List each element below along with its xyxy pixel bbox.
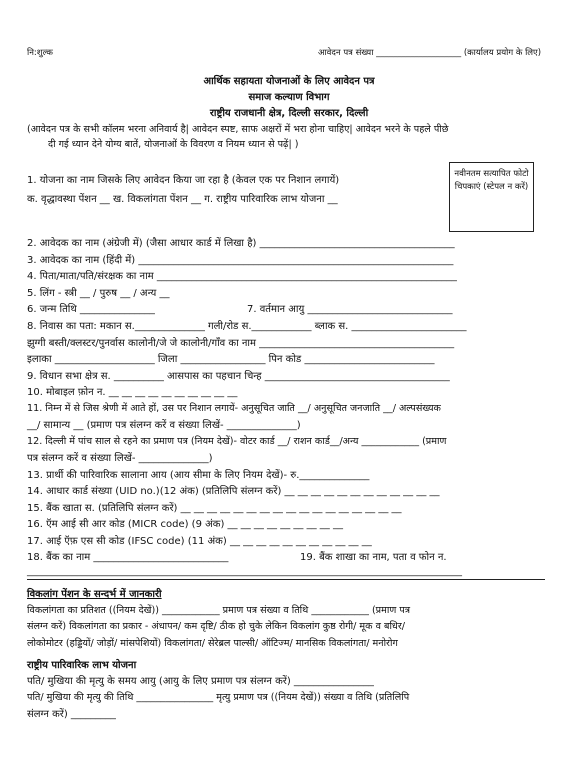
- field-7-age[interactable]: 7. वर्तमान आयु _____________________________: [247, 304, 453, 315]
- field-5-gender[interactable]: 5. लिंग - स्त्री __ / पुरुष __ / अन्य __: [27, 288, 170, 299]
- disability-heading: विकलांग पेंशन के सन्दर्भ में जानकारी: [27, 589, 162, 600]
- disability-line-1[interactable]: विकलांगता का प्रतिशत ((नियम देखें)) ____________ प्रमाण पत्र संख्या व तिथि ____________ (प्रमाण पत्र: [27, 605, 411, 616]
- field-9-constituency[interactable]: 9. विधान सभा क्षेत्र स. __________ आसपास का पहचान चिन्ह _____________________________________: [27, 371, 450, 382]
- field-4-guardian-name[interactable]: 4. पिता/माता/पति/संरक्षक का नाम ____________________________________________________________: [27, 271, 457, 282]
- field-11-category[interactable]: 11. निम्न में से जिस श्रेणी में आते हों, उस पर निशान लगायें- अनुसूचित जाति __/ अनुसूचित जनजाति __/ अल्पसंख्यक: [27, 403, 441, 414]
- field-10-mobile[interactable]: 10. मोबाइल फ़ोन न. __ __ __ __ __ __ __ __ __ __: [27, 387, 238, 398]
- field-13-income[interactable]: 13. प्रार्थी की पारिवारिक सालाना आय (आय सीमा के लिए नियम देखें)- रु.______________: [27, 470, 370, 481]
- field-1-scheme: 1. योजना का नाम जिसके लिए आवेदन किया जा रहा है (केवल एक पर निशान लगायें): [27, 175, 340, 186]
- disability-line-3: लोकोमोटर (हड्डियों/ जोड़ों/ मांसपेशियों) विकलांगता/ सेरेब्रल पाल्सी/ ऑटिज्म/ मानसिक विकलांगता/ मनोरोग: [27, 638, 398, 649]
- field-8-area[interactable]: इलाका ____________________ जिला _________________ पिन कोड __________________________: [27, 354, 435, 365]
- field-12-residence-proof-cont[interactable]: पत्र संलग्न करें व संख्या लिखें- ______________): [27, 453, 213, 464]
- field-2-name-english[interactable]: 2. आवेदक का नाम (अंग्रेजी में) (जैसा आधार कार्ड में लिखा है) _______________________________________: [27, 238, 455, 249]
- instructions-line-1: (आवेदन पत्र के सभी कॉलम भरना अनिवार्य है| आवेदन स्पष्ट, साफ अक्षरों में भरा होना चाहिए| आवेदन भरने के पहले पीछे: [27, 124, 449, 135]
- fee-label: नि:शुल्क: [27, 48, 53, 58]
- family-benefit-line-1[interactable]: पति/ मुखिया की मृत्यु के समय आयु (आयु के लिए प्रमाण पत्र संलग्न करें) ________________: [27, 676, 374, 687]
- field-11-category-cont[interactable]: __/ सामान्य __ (प्रमाण पत्र संलग्न करें व संख्या लिखें- ______________): [27, 420, 301, 431]
- field-1-options[interactable]: क. वृद्धावस्था पेंशन __ ख. विकलांगता पेंशन __ ग. राष्ट्रीय पारिवारिक लाभ योजना __: [27, 194, 338, 205]
- application-number-field[interactable]: आवेदन पत्र संख्या ____________________ (कार्यालय प्रयोग के लिए): [318, 48, 542, 58]
- department-name: समाज कल्याण विभाग: [248, 92, 330, 103]
- field-8-colony[interactable]: झुग्गी बस्ती/क्लस्टर/पुनर्वास कालोनी/जे जे कालोनी/गाँव का नाम _______________________________________: [27, 338, 455, 349]
- field-8-address[interactable]: 8. निवास का पता: मकान स.______________ गली/रोड स.____________ ब्लाक स. _______________________: [27, 321, 467, 332]
- field-15-bank-account[interactable]: 15. बैंक खाता स. (प्रतिलिपि संलग्न करें) __ __ __ __ __ __ __ __ __ __ __ __ __ __ __ __ __: [27, 503, 402, 514]
- family-benefit-line-3[interactable]: संलग्न करें) _________: [27, 709, 116, 720]
- field-12-residence-proof[interactable]: 12. दिल्ली में पांच साल से रहने का प्रमाण पत्र (नियम देखें)- वोटर कार्ड __/ राशन कार्ड__/अन्य ____________ (प्रमाण: [27, 436, 447, 447]
- field-19-branch-line[interactable]: _______________________________________________________________________________________: [27, 566, 462, 577]
- section-divider: [27, 579, 545, 580]
- field-16-micr[interactable]: 16. ऍम आई सी आर कोड (MICR code) (9 अंक) __ __ __ __ __ __ __ __ __: [27, 519, 343, 530]
- field-14-aadhaar[interactable]: 14. आधार कार्ड संख्या (UID no.)(12 अंक) (प्रतिलिपि संलग्न करें) __ __ __ __ __ __ __ __ __ __ __ __: [27, 486, 440, 497]
- field-18-bank-name[interactable]: 18. बैंक का नाम ___________________________: [27, 552, 229, 563]
- family-benefit-heading: राष्ट्रीय पारिवारिक लाभ योजना: [27, 660, 137, 671]
- form-title: आर्थिक सहायता योजनाओं के लिए आवेदन पत्र: [203, 76, 375, 87]
- field-17-ifsc[interactable]: 17. आई ऍफ़ एस सी कोड (IFSC code) (11 अंक) __ __ __ __ __ __ __ __ __ __ __: [27, 536, 372, 547]
- field-19-branch: 19. बैंक शाखा का नाम, पता व फोन न.: [300, 552, 447, 563]
- disability-line-2[interactable]: संलग्न करें) विकलांगता का प्रकार - अंधापन/ कम दृष्टि/ ठीक हो चुके लेकिन विकलांग कुष्ठ रोगी/ मूक व बधिर/: [27, 621, 405, 632]
- instructions-line-2: दी गई ध्यान देने योग्य बातें, योजनाओं के विवरण व नियम ध्यान से पढ़ें| ): [48, 139, 299, 150]
- government-name: राष्ट्रीय राजधानी क्षेत्र, दिल्ली सरकार, दिल्ली: [209, 108, 369, 119]
- photo-box[interactable]: नवीनतम सत्यापित फोटो चिपकाएं (स्टेपल न करें): [449, 162, 534, 232]
- field-6-dob[interactable]: 6. जन्म तिथि _______________: [27, 304, 155, 315]
- family-benefit-line-2[interactable]: पति/ मुखिया की मृत्यु की तिथि ________________ मृत्यु प्रमाण पत्र ((नियम देखें)) संख्या व तिथि (प्रतिलिपि: [27, 692, 410, 703]
- field-3-name-hindi[interactable]: 3. आवेदक का नाम (हिंदी में) _______________________________________________________________: [27, 255, 454, 266]
